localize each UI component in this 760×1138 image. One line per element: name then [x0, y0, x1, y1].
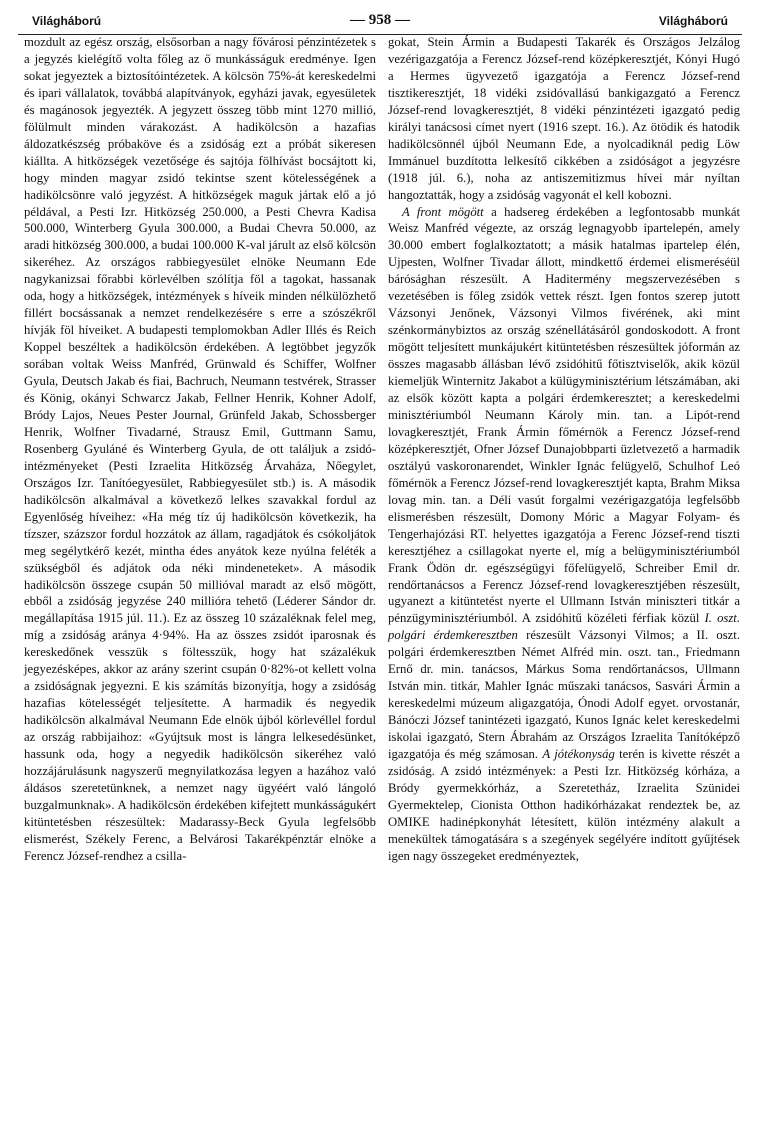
front-mogott-heading: A front mögött: [402, 204, 484, 219]
header-right-title: Világháború: [658, 14, 728, 28]
jotekonysag-italic: A jótékonyság: [542, 747, 615, 762]
header-left-title: Világháború: [32, 14, 102, 28]
left-paragraph-1: mozdult az egész ország, elsősorban a nagy fővárosi pénzintézetek s a jegyzés kielégítő volta főleg az ő munkásságuk eredménye. Igen sokat jegyeztek a biztosítóintézetek. A kölcsön 75%-át kereskedelmi és ipari vállalatok, továbbá alapítványok, egyházi javak, egyesületek és magánosok jegyezték. A jegyzett összeg több mint 1270 millió, fölülmult minden várakozást. A hadikölcsön a hazafias áldozatkészség próbaköve és a zsidóság ezt a próbát sikeresen kiállta. A hitközségek vezetősége és sajtója fölhívást bocsájtott ki, hogy minden magyar zsidó tekintse szent kötelességének a hadikölcsönre való jegyzést. A hitközségek maguk jártak elő a jó példával, a Pesti Izr. Hitközség 250.000, a Pesti Chevra Kadisa 500.000, Winterberg Gyula 300.000, a Budai Chevra 50.000, az aradi hitközség 300.000, a budai 100.000 K-val járult az első kölcsön sikeréhez. Az országos rabbiegyesület elnöke Neumann Ede nagykanizsai főrabbi körlevélben szólítja föl a tagokat, hassanak oda, hogy a hitközségek, intézmények s híveik minden nélkülözhető fillért bocsássanak a nemzet rendelkezésére s erre a szószékről hívják föl híveiket. A budapesti templomokban Adler Illés és Reich Koppel beszéltek a hadikölcsön érdekében. A legtöbbet jegyzők sorában voltak Weiss Manfréd, Grünwald és Schiffer, Wolfner Gyula, Deutsch Jakab és fiai, Bachruch, Neumann testvérek, Strasser és König, okányi Schwarcz Jakab, Fellner Henrik, Kohner Adolf, Bródy Lajos, Neues Pester Journal, Grünfeld Jakab, Schossberger Henrik, Wolfner Tivadarné, Strausz Emil, Guttmann Samu, Rosenberg Gyuláné és Winterberg Gyula, de ott találjuk a zsidó-intézményeket (Pesti Izraelita Hitközség Árvaháza, Nőegylet, Országos Izr. Tanítóegyesület, Rabbiegyesület stb.) is. A második hadikölcsön alkalmával a következő lelkes szavakkal fordul az Egyenlőség híveihez: «Ha még tíz új hadikölcsön következik, ha tízszer, százszor fordul hozzátok az állam, ragadjátok és csókoljátok meg segélytkérő kezét, mintha édes anyátok keze nyúlna feléték a szükségből és adjátok oda néki mindeneteket». A második hadikölcsön összege csupán 50 millióval maradt az első mögött, ebből a zsidóság jegyzése 240 millióra tehető (Léderer Sándor dr. megállapítása 1915 júl. 11.). Ez az összeg 10 százaléknak felel meg, míg a zsidóság aránya 4·94%. Ha az összes zsidót iparosnak és kereskedőnek vesszük s föltesszük, hogy hat százalékuk jegyezésképes, akkor az arány szerint csupán 0·82%-ot kellett volna a zsidóságnak jegyezni. E kis számítás bizonyítja, hogy a zsidóság hazafias kötelességét teljesítette. A harmadik és negyedik hadikölcsön alkalmával Neumann Ede elnök újból körlevéllel fordul az ország rabbijaihoz: «Gyújtsuk most is lángra lelkesedésünket, hassunk oda, hogy a negyedik hadikölcsön sikeréhez való hozzájárulásunk nagyszerű megnyilatkozása legyen a hazához való áldásos szeretetünknek, a nemzet nagy ügyéért való lángoló buzgalmunknak». A hadikölcsön érdekében kifejtett munkásságukért kitüntetésben részesültek: Madarassy-Beck Gyula legfelsőbb elismerést, Székely Ferenc, a Belvárosi Takarékpénztár elnöke a Ferencz József-rendhez a csilla-: [24, 35, 376, 863]
right-paragraph-2-text-a: a hadsereg érdekében a legfontosabb munkát Weisz Manfréd végezte, az ország legnagyobb ipartelepén, amely 30.000 embert foglalkoztatott; a másik hatalmas ipartelep élén, Ujpesten, Wolfner Tivadar állott, mindkettő érdemei elismeréséül bárósághan részesült. A Haditermény megszervezésében s vezetésében is főleg zsidók vettek részt. Igen fontos szerep jutott Vázsonyi Jenőnek, Vázsonyi Vilmos fivérének, aki mint szénkormánybiztos az ország szénellátásáról gondoskodott. A front mögött teljesített munkájukért kitüntetésben részesültek jóformán az összes magasabb állásban lévő zsidóhitű főtisztviselők, akik közül kiemeljük Winternitz Jakabot a külügyminisztérium létszámában, aki az elsők között kapta a polgári érdemkeresztet; a kereskedelmi minisztériumból Neumann Károly min. tan. a Lipót-rend lovagkeresztjét, Frank Ármin főmérnök a Ferencz József-rend középkeresztjét, Ofner József Dunajobbparti üzletvezető a harmadik osztályú vaskoronarendet, Winkler Ignác felügyelő, Schulhof Leó főmérnök a Ferencz József-rend lovagkeresztjét kapta, Brahm Miksa lovag min. tan. a Déli vasút forgalmi vezérigazgatója legfelsőbb elismerésben részesült, Domony Móric a Magyar Folyam- és Tengerhajózási RT. helyettes igazgatója a Ferenc József-rend tiszti keresztjéhez a csillagokat nyerte el, míg a belügyminisztériumból Frank Ödön dr. egészségügyi főfelügyelő, Schreiber Emil dr. rendőrtanácsos a Ferencz József-rend lovagkeresztjében részesült, ugyanezt a kitüntetést nyerte el Ullmann István miniszteri titkár a pénzügyminisztériumból. A zsidóhitű közéleti férfiak közül: [388, 204, 741, 626]
right-paragraph-2-text-c: terén is kivette részét a zsidóság. A zsidó intézmények: a Pesti Izr. Hitközség kórháza, a Bródy gyermekkórház, a Szeretetház, Izraelita Szünidei Gyermektelep, Cionista Otthon hadikórházakat rendeztek be, az OMIKE hadinépkonyhát létesített, külön intézmény alakult a menekültek támogatására s a szegények segélyére indított gyűjtések igen nagy összegeket eredményeztek,: [388, 747, 741, 863]
right-paragraph-2: [388, 204, 740, 865]
running-header: [18, 12, 742, 32]
left-column: [24, 34, 376, 865]
page-number: — 958 —: [350, 12, 410, 28]
right-column: [388, 34, 740, 865]
polgari-erdemkereszt-italic: I. oszt. polgári érdemkeresztben: [388, 611, 741, 643]
right-paragraph-2-text-b: részesült Vázsonyi Vilmos; a II. oszt. polgári érdemkeresztben Német Alfréd min. oszt. tan., Friedmann Ernő dr. min. tanácsos, Márkus Soma rendőrtanácsos, Ullmann István min. titkár, Mahler Ignác műszaki tanácsos, Sasvári Ármin a kereskedelmi múzeum aligazgatója, Ónodi Adolf egyet. orvostanár, Bánóczi József tanintézeti igazgató, Kunos Ignác kelet kereskedelmi iskolai igazgató, Stern Ábrahám az Országos Izraelita Tanítóképző igazgatója és még számosan.: [388, 628, 740, 762]
text-columns: [24, 34, 740, 865]
right-paragraph-1: gokat, Stein Ármin a Budapesti Takarék és Országos Jelzálog vezérigazgatója a Ferencz József-rend középkeresztjét, Kónyi Hugó a Hermes ügyvezető igazgatója a Ferencz József-rend tisztikeresztjét, 18 vidéki zsidóvallású bankigazgató a Ferencz József-rend lovagkeresztjét, 8 vidéki pénzintézeti igazgató pedig királyi tanácsosi címet nyert (1916 szept. 16.). Az ötödik és hatodik hadikölcsönnél újból Neumann Ede, a nyolcadiknál pedig Löw Immánuel buzdította lelkesítő cikkében a zsidóságot a jegyzésre (1918 júl. 6.), noha az antiszemitizmus hívei már nyíltan hangoztatták, hogy a zsidóság vagyonát el kell kobozni.: [388, 35, 740, 202]
